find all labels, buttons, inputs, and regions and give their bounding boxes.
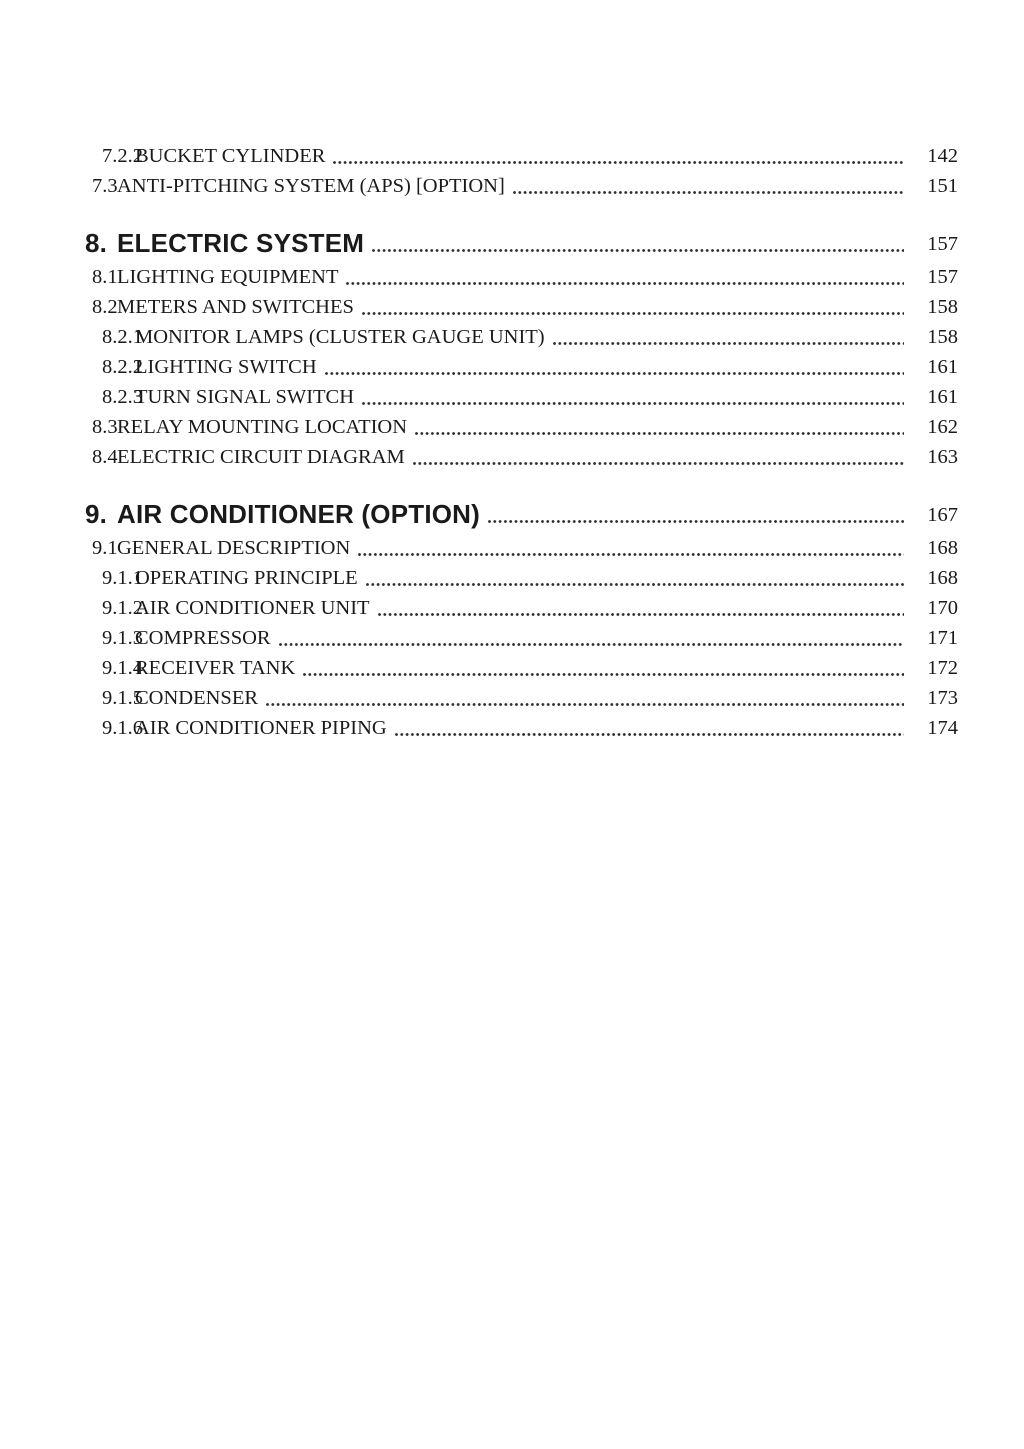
- toc-entry-title: OPERATING PRINCIPLE: [135, 567, 358, 589]
- toc-entry-title: MONITOR LAMPS (CLUSTER GAUGE UNIT): [135, 326, 545, 348]
- toc-entry-title: ANTI-PITCHING SYSTEM (APS) [OPTION]: [117, 175, 505, 197]
- toc-entry-title: CONDENSER: [135, 687, 259, 709]
- toc-entry-number: 9.1.6: [102, 717, 143, 739]
- toc-entry: [0, 262, 958, 292]
- toc-entry-title: AIR CONDITIONER (OPTION): [117, 499, 481, 529]
- dot-leader: [407, 412, 916, 442]
- toc-chapter-entry: [0, 496, 958, 532]
- toc-entry-title: BUCKET CYLINDER: [135, 145, 326, 167]
- dot-leader: [354, 292, 916, 322]
- dot-leader: [271, 623, 916, 653]
- toc-entry-page: 171: [927, 627, 958, 649]
- toc-entry: [0, 382, 958, 412]
- toc-entry-title: LIGHTING SWITCH: [135, 356, 317, 378]
- dot-leader: [317, 352, 916, 382]
- toc-entry-number: 8.2: [92, 296, 118, 318]
- toc-entry-title: AIR CONDITIONER PIPING: [135, 717, 387, 739]
- toc-entry: [0, 322, 958, 352]
- toc-entry: [0, 713, 958, 743]
- toc-entry: [0, 563, 958, 593]
- dot-leader: [295, 653, 916, 683]
- table-of-contents: [0, 141, 1024, 743]
- toc-entry-number: 9.: [85, 499, 108, 529]
- toc-entry-number: 9.1.2: [102, 597, 143, 619]
- toc-entry-page: 157: [927, 266, 958, 288]
- toc-entry: [0, 412, 958, 442]
- toc-entry: [0, 653, 958, 683]
- toc-entry-number: 8.2.1: [102, 326, 143, 348]
- toc-entry-number: 7.2.2: [102, 145, 143, 167]
- toc-entry-page: 174: [927, 717, 958, 739]
- toc-entry-number: 8.1: [92, 266, 118, 288]
- toc-entry-page: 172: [927, 657, 958, 679]
- toc-entry-number: 9.1: [92, 537, 118, 559]
- toc-entry-title: RELAY MOUNTING LOCATION: [117, 416, 408, 438]
- toc-entry: [0, 683, 958, 713]
- toc-entry-title: LIGHTING EQUIPMENT: [117, 266, 339, 288]
- toc-entry-number: 9.1.5: [102, 687, 143, 709]
- toc-entry-title: COMPRESSOR: [135, 627, 271, 649]
- toc-entry-page: 162: [927, 416, 958, 438]
- toc-entry-page: 170: [927, 597, 958, 619]
- dot-leader: [505, 171, 916, 201]
- dot-leader: [354, 382, 916, 412]
- toc-entry: [0, 593, 958, 623]
- dot-leader: [338, 262, 916, 292]
- toc-entry-number: 8.: [85, 228, 108, 258]
- dot-leader: [325, 141, 916, 171]
- dot-leader: [364, 225, 916, 261]
- toc-entry-title: ELECTRIC CIRCUIT DIAGRAM: [117, 446, 405, 468]
- toc-entry-page: 173: [927, 687, 958, 709]
- toc-entry-page: 151: [927, 175, 958, 197]
- toc-entry: [0, 292, 958, 322]
- toc-entry-page: 167: [927, 504, 958, 526]
- toc-entry-page: 168: [927, 537, 958, 559]
- toc-entry-title: METERS AND SWITCHES: [117, 296, 354, 318]
- dot-leader: [358, 563, 916, 593]
- toc-entry-page: 158: [927, 326, 958, 348]
- toc-entry-number: 9.1.3: [102, 627, 143, 649]
- dot-leader: [405, 442, 916, 472]
- toc-entry-number: 7.3: [92, 175, 118, 197]
- toc-entry: [0, 141, 958, 171]
- toc-entry-title: TURN SIGNAL SWITCH: [135, 386, 355, 408]
- dot-leader: [258, 683, 916, 713]
- toc-entry-page: 158: [927, 296, 958, 318]
- toc-entry-page: 163: [927, 446, 958, 468]
- toc-entry-number: 9.1.4: [102, 657, 143, 679]
- toc-entry-page: 161: [927, 356, 958, 378]
- dot-leader: [545, 322, 916, 352]
- toc-entry: [0, 533, 958, 563]
- toc-entry-title: AIR CONDITIONER UNIT: [135, 597, 370, 619]
- dot-leader: [370, 593, 916, 623]
- toc-entry: [0, 442, 958, 472]
- toc-entry-title: GENERAL DESCRIPTION: [117, 537, 351, 559]
- toc-entry-number: 8.4: [92, 446, 118, 468]
- dot-leader: [350, 533, 916, 563]
- toc-entry-page: 142: [927, 145, 958, 167]
- toc-entry-page: 168: [927, 567, 958, 589]
- toc-entry-title: ELECTRIC SYSTEM: [117, 228, 365, 258]
- toc-entry-page: 157: [927, 233, 958, 255]
- dot-leader: [480, 496, 916, 532]
- toc-entry-number: 8.2.3: [102, 386, 143, 408]
- dot-leader: [387, 713, 916, 743]
- toc-entry-number: 9.1.1: [102, 567, 143, 589]
- toc-entry: [0, 352, 958, 382]
- toc-chapter-entry: [0, 225, 958, 261]
- toc-entry-page: 161: [927, 386, 958, 408]
- toc-entry-number: 8.2.2: [102, 356, 143, 378]
- toc-entry: [0, 623, 958, 653]
- toc-entry-number: 8.3: [92, 416, 118, 438]
- toc-entry-title: RECEIVER TANK: [135, 657, 296, 679]
- toc-entry: [0, 171, 958, 201]
